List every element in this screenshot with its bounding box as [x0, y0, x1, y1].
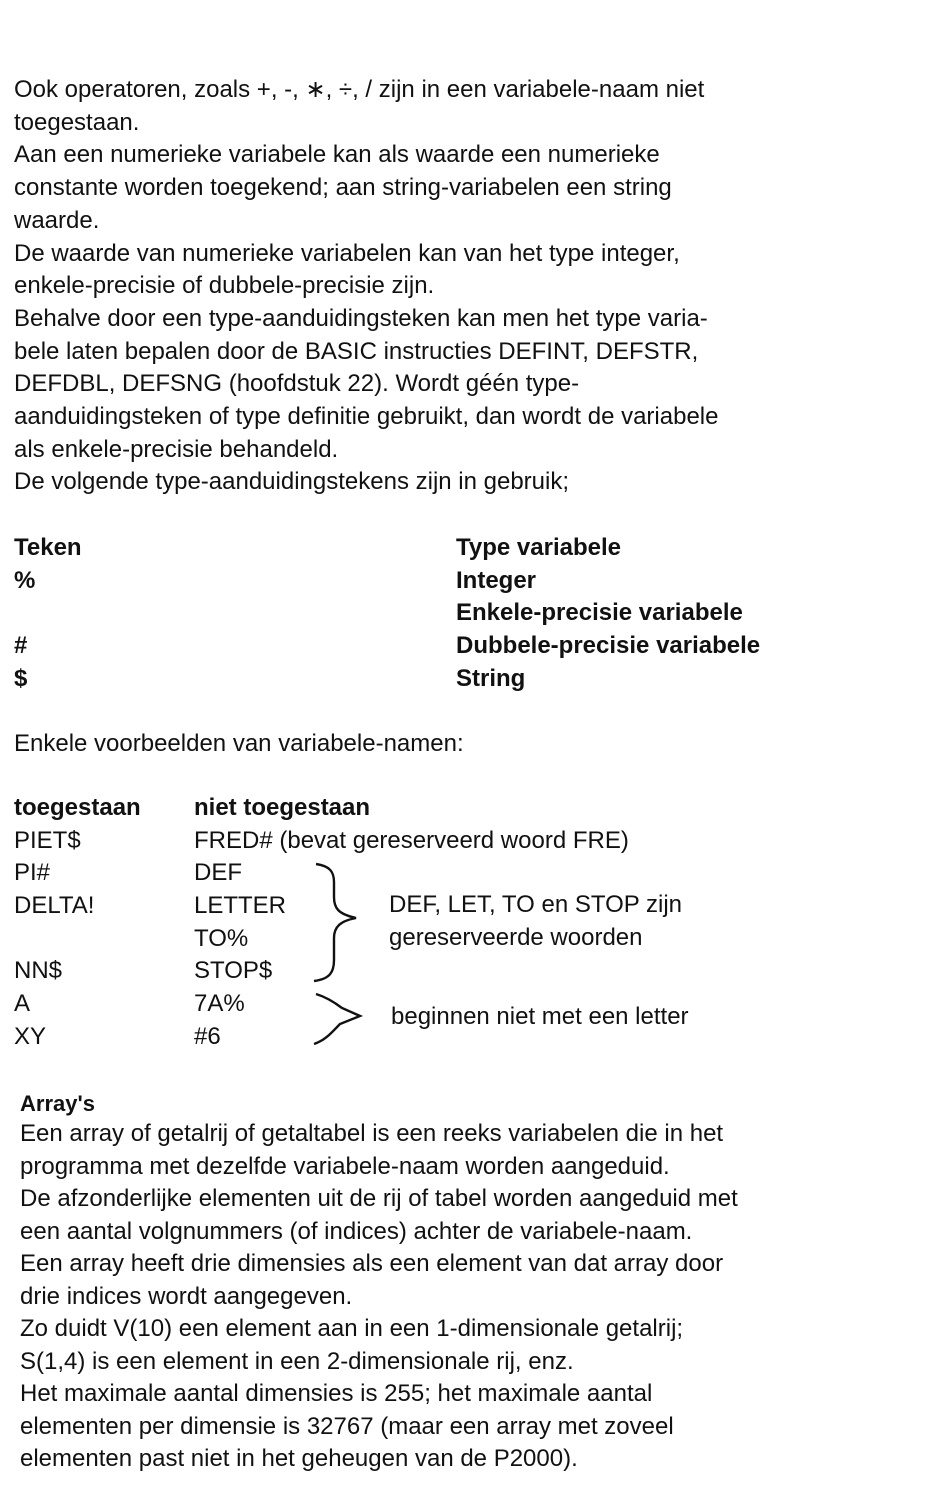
text-line: programma met dezelfde variabele-naam worden aangeduid. — [20, 1152, 670, 1180]
text-line: enkele-precisie of dubbele-precisie zijn. — [14, 272, 435, 300]
type-cell: Enkele-precisie variabele — [456, 599, 743, 627]
examples-row — [14, 955, 914, 988]
allowed-cell: A — [14, 990, 31, 1018]
type-table-row — [14, 565, 914, 598]
text-line: constante worden toegekend; aan string-variabelen een string — [14, 174, 672, 202]
arrays-body — [20, 1118, 920, 1476]
type-cell: Dubbele-precisie variabele — [456, 632, 761, 660]
type-table-header — [14, 532, 914, 565]
not-allowed-cell: STOP$ — [194, 957, 273, 985]
text-line: Behalve door een type-aanduidingsteken kan men het type varia- — [14, 304, 708, 332]
allowed-cell: PI# — [14, 859, 51, 887]
allowed-cell: DELTA! — [14, 892, 95, 920]
not-allowed-cell: FRED# (bevat gereserveerd woord FRE) — [194, 826, 629, 854]
not-allowed-cell: 7A% — [194, 990, 245, 1018]
examples-header — [14, 792, 914, 825]
type-table — [14, 532, 914, 695]
text-line: De volgende type-aanduidingstekens zijn in gebruik; — [14, 468, 570, 496]
text-line: Het maximale aantal dimensies is 255; het maximale aantal — [20, 1380, 653, 1407]
type-cell: String — [456, 664, 526, 692]
not-allowed-cell: LETTER — [194, 892, 287, 920]
text-line: Een array of getalrij of getaltabel is een reeks variabelen die in het — [20, 1120, 724, 1147]
teken-cell: % — [14, 566, 36, 594]
text-line: De waarde van numerieke variabelen kan van het type integer, — [14, 239, 680, 267]
not-allowed-header: niet toegestaan — [194, 794, 371, 821]
text-line: toegestaan. — [14, 108, 140, 136]
text-line: S(1,4) is een element in een 2-dimensionale rij, enz. — [20, 1347, 574, 1375]
text-line: bele laten bepalen door de BASIC instructies DEFINT, DEFSTR, — [14, 337, 699, 365]
not-allowed-cell: TO% — [194, 924, 249, 952]
text-line: elementen per dimensie is 32767 (maar een array met zoveel — [20, 1412, 674, 1440]
type-cell: Integer — [456, 566, 537, 594]
not-allowed-cell: DEF — [194, 859, 242, 887]
letter-note: beginnen niet met een letter — [391, 1003, 689, 1030]
teken-cell: # — [14, 632, 28, 660]
text-line: Ook operatoren, zoals +, -, ∗, ÷, / zijn in een variabele-naam niet — [14, 76, 705, 103]
reserved-words-note — [389, 889, 682, 954]
type-header: Type variabele — [456, 534, 621, 561]
not-allowed-cell: #6 — [194, 1022, 221, 1050]
text-line: Zo duidt V(10) een element aan in een 1-dimensionale getalrij; — [20, 1315, 684, 1342]
note-line: gereserveerde woorden — [389, 923, 643, 951]
allowed-cell: PIET$ — [14, 826, 81, 854]
allowed-cell: XY — [14, 1022, 47, 1050]
type-table-row — [14, 663, 914, 696]
text-line: DEFDBL, DEFSNG (hoofdstuk 22). Wordt géén type- — [14, 370, 580, 398]
allowed-cell: NN$ — [14, 957, 63, 985]
text-line: aanduidingsteken of type definitie gebruikt, dan wordt de variabele — [14, 403, 719, 431]
examples-intro: Enkele voorbeelden van variabele-namen: — [14, 730, 464, 757]
examples-row — [14, 857, 914, 890]
text-line: Aan een numerieke variabele kan als waarde een numerieke — [14, 141, 660, 169]
text-line: als enkele-precisie behandeld. — [14, 435, 339, 463]
teken-header: Teken — [14, 534, 82, 561]
type-table-row — [14, 630, 914, 663]
text-line: elementen past niet in het geheugen van de P2000). — [20, 1445, 578, 1472]
text-line: Een array heeft drie dimensies als een element van dat array door — [20, 1250, 724, 1277]
text-line: De afzonderlijke elementen uit de rij of tabel worden aangeduid met — [20, 1185, 738, 1212]
teken-cell: $ — [14, 664, 28, 692]
text-line: drie indices wordt aangegeven. — [20, 1282, 353, 1310]
arrays-heading: Array's — [20, 1091, 95, 1116]
allowed-header: toegestaan — [14, 794, 141, 821]
intro-paragraphs — [14, 74, 914, 499]
text-line: waarde. — [14, 206, 100, 234]
text-line: een aantal volgnummers (of indices) achter de variabele-naam. — [20, 1217, 693, 1245]
note-line: DEF, LET, TO en STOP zijn — [389, 891, 683, 918]
type-table-row — [14, 597, 914, 630]
examples-row — [14, 825, 914, 858]
